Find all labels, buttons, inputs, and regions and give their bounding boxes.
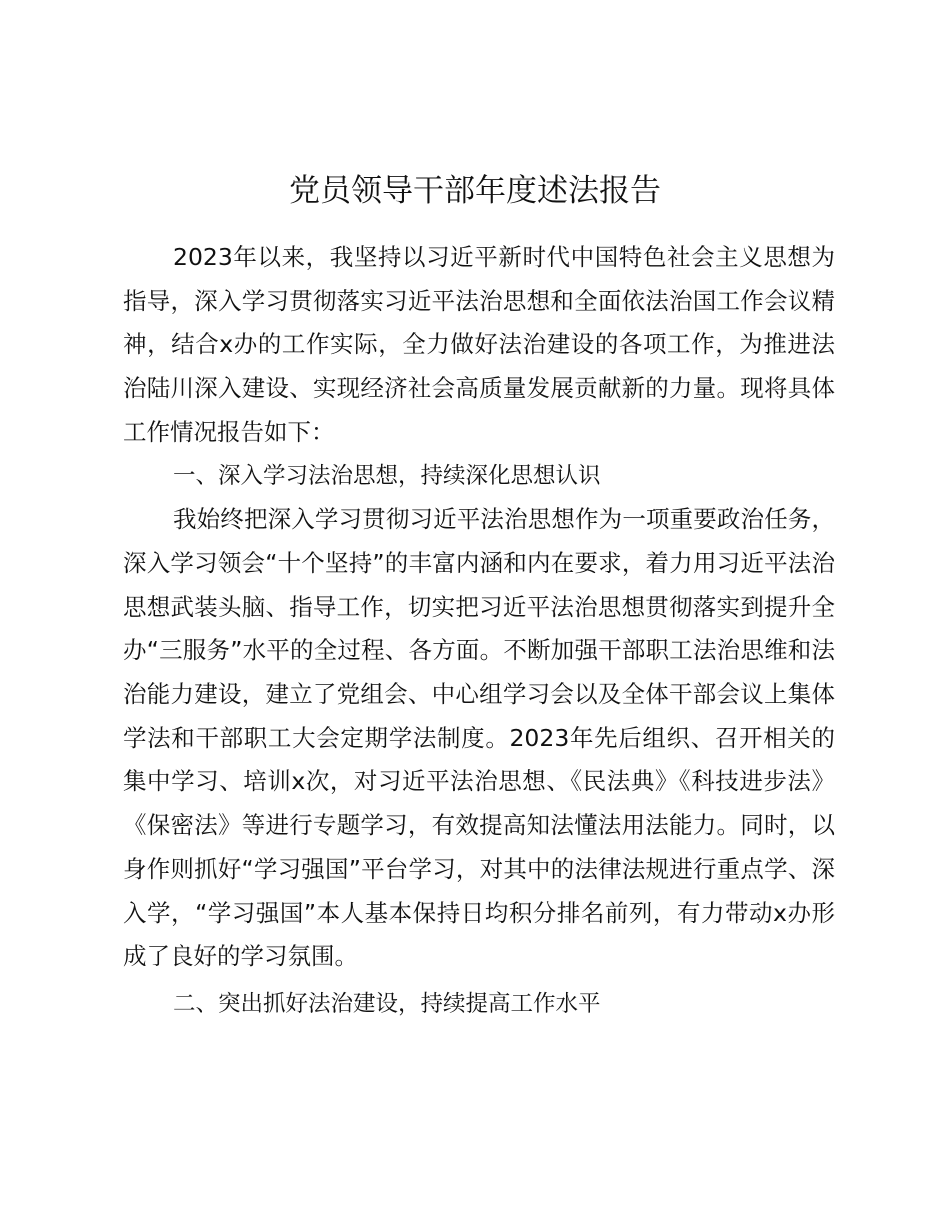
section-heading-1: 一、深入学习法治思想，持续深化思想认识 xyxy=(173,462,601,489)
document-title: 党员领导干部年度述法报告 xyxy=(289,173,661,209)
intro-paragraph: 2023年以来，我坚持以习近平新时代中国特色社会主义思想为指导，深入学习贯彻落实习近平法治思想和全面依法治国工作会议精神，结合x办的工作实际，全力做好法治建设的各项工作，为推进法治陆川深入建设、实现经济社会高质量发展贡献新的力量。现将具体工作情况报告如下： xyxy=(123,243,835,446)
document-body xyxy=(123,236,835,1027)
section-1-paragraph: 我始终把深入学习贯彻习近平法治思想作为一项重要政治任务，深入学习领会“十个坚持”的丰富内涵和内在要求，着力用习近平法治思想武装头脑、指导工作，切实把习近平法治思想贯彻落实到提升全办“三服务”水平的全过程、各方面。不断加强干部职工法治思维和法治能力建设，建立了党组会、中心组学习会以及全体干部会议上集体学法和干部职工大会定期学法制度。2023年先后组织、召开相关的集中学习、培训x次，对习近平法治思想、《民法典》《科技进步法》《保密法》等进行专题学习，有效提高知法懂法用法能力。同时，以身作则抓好“学习强国”平台学习，对其中的法律法规进行重点学、深入学，“学习强国”本人基本保持日均积分排名前列，有力带动x办形成了良好的学习氛围。 xyxy=(123,505,835,971)
section-heading-2: 二、突出抓好法治建设，持续提高工作水平 xyxy=(173,990,601,1017)
